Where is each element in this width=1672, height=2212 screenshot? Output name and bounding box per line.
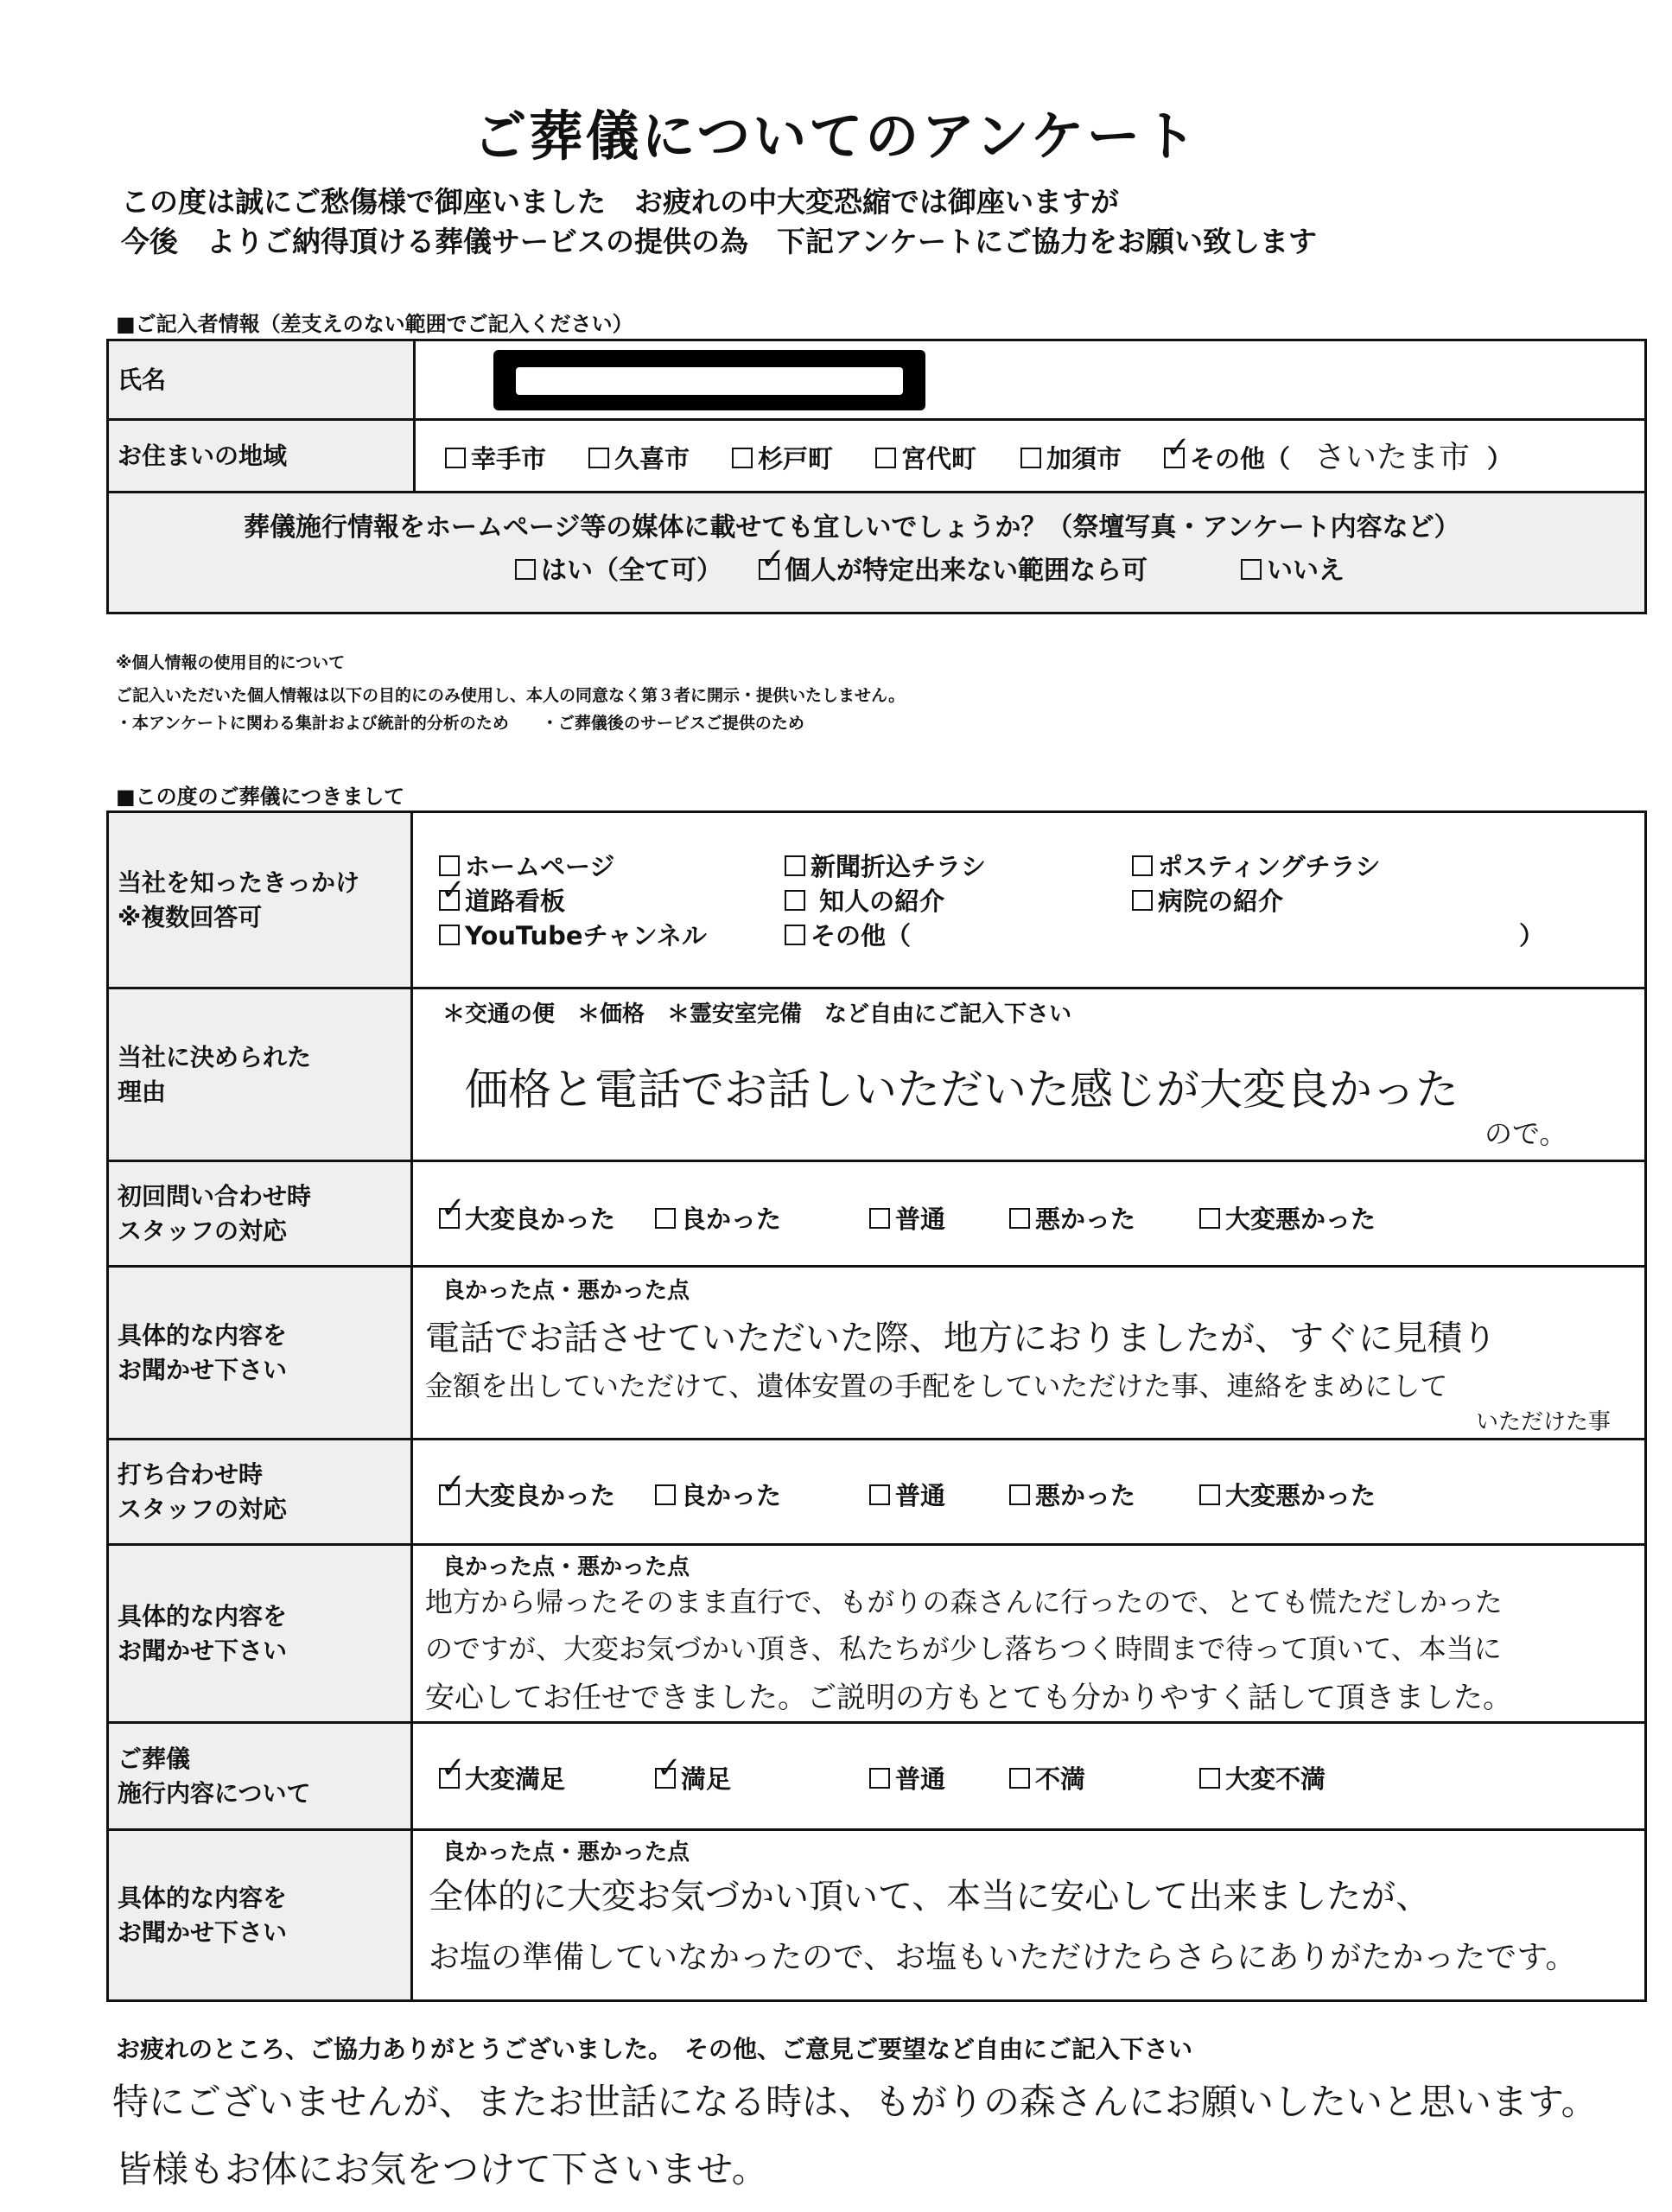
privacy-heading: ※個人情報の使用目的について [116,653,346,672]
funeral-option-normal[interactable]: 普通 [869,1760,945,1796]
area-option-kuki[interactable]: 久喜市 [588,440,690,475]
first-contact-option-bad[interactable]: 悪かった [1009,1200,1135,1236]
checkbox-icon[interactable] [1009,1768,1030,1789]
checkbox-icon[interactable] [1241,559,1262,580]
info-table [106,339,1647,614]
intro-line-2: 今後 よりご納得頂ける葬儀サービスの提供の為 下記アンケートにご協力をお願い致します [121,225,1318,258]
first-contact-option-very-good[interactable]: ✓ 大変良かった [439,1200,615,1236]
area-option-satte[interactable]: 幸手市 [445,440,546,475]
name-field[interactable] [415,340,1646,420]
source-option-homepage[interactable]: ホームページ [439,848,614,883]
info-section-heading: ■ご記入者情報（差支えのない範囲でご記入ください） [116,312,633,336]
area-option-kazo[interactable]: 加須市 [1020,440,1122,475]
area-label: お住まいの地域 [108,420,415,493]
area-option-miyashiro[interactable]: 宮代町 [875,440,976,475]
detail-2-label: 具体的な内容を お聞かせ下さい [108,1545,412,1723]
first-contact-option-very-bad[interactable]: 大変悪かった [1199,1200,1376,1236]
checkbox-icon[interactable] [1009,1484,1030,1505]
detail-2-answer[interactable] [412,1545,1646,1723]
checkbox-icon[interactable] [869,1484,890,1505]
area-options [415,420,1646,493]
detail-1-hint: 良かった点・悪かった点 [442,1278,690,1304]
checkbox-icon[interactable] [1199,1208,1220,1229]
reason-label: 当社に決められた 理由 [108,988,412,1161]
privacy-text: ご記入いただいた個人情報は以下の目的にのみ使用し、本人の同意なく第３者に開示・提供いたしません。 [116,686,906,705]
checked-checkbox-icon[interactable] [655,1768,676,1789]
checkbox-icon[interactable] [732,448,753,468]
checked-checkbox-icon[interactable] [439,1208,460,1229]
detail-2-line-2: のですが、大変お気づかい頂き、私たちが少し落ちつく時間まで待って頂いて、本当に [425,1632,1502,1665]
detail-1-line-1: 電話でお話させていただいた際、地方におりましたが、すぐに見積り [425,1319,1497,1358]
checkbox-icon[interactable] [655,1484,676,1505]
source-option-newspaper-flyer[interactable]: 新聞折込チラシ [785,848,986,883]
funeral-option-satisfied[interactable]: ✓ 満足 [655,1760,731,1796]
detail-1-line-2: 金額を出していただけて、遺体安置の手配をしていただけた事、連絡をまめにして [425,1370,1448,1402]
publish-consent-cell [108,493,1646,613]
source-option-road-sign[interactable]: ✓道路看板 [439,882,565,918]
checkbox-icon[interactable] [785,890,805,911]
area-other-handwritten: さいたま市 [1314,440,1471,475]
funeral-option-very-satisfied[interactable]: ✓ 大変満足 [439,1760,565,1796]
detail-1-label: 具体的な内容を お聞かせ下さい [108,1267,412,1440]
checkbox-icon[interactable] [1199,1484,1220,1505]
name-label: 氏名 [108,340,415,420]
source-other-close: ） [1519,921,1545,950]
checked-checkbox-icon[interactable] [439,1768,460,1789]
checked-checkbox-icon[interactable] [759,559,779,580]
checkbox-icon[interactable] [1009,1208,1030,1229]
checkbox-icon[interactable] [869,1208,890,1229]
source-label: 当社を知ったきっかけ ※複数回答可 [108,812,412,988]
detail-3-label: 具体的な内容を お聞かせ下さい [108,1830,412,2001]
closing-handwritten-line-1: 特にございませんが、またお世話になる時は、もがりの森さんにお願いしたいと思います。 [112,2081,1598,2123]
meeting-option-good[interactable]: 良かった [655,1477,781,1512]
survey-title: ご葬儀についてのアンケート [473,105,1199,168]
reason-handwritten-line-2: ので。 [1484,1117,1567,1150]
checkbox-icon[interactable] [1132,890,1153,911]
redacted-name [493,350,925,410]
meeting-option-very-good[interactable]: ✓ 大変良かった [439,1477,615,1512]
checkbox-icon[interactable] [785,855,805,876]
publish-option-yes[interactable]: はい（全て可） [515,549,722,587]
privacy-purposes: ・本アンケートに関わる集計および統計的分析のため ・ご葬儀後のサービスご提供のため [116,714,804,733]
closing-text: お疲れのところ、ご協力ありがとうございました。 その他、ご意見ご要望など自由にご記入下さい [116,2035,1193,2063]
intro-line-1: この度は誠にご愁傷様で御座いました お疲れの中大変恐縮では御座いますが [121,185,1119,219]
detail-2-line-3: 安心してお任せできました。ご説明の方もとても分かりやすく話して頂きました。 [425,1681,1512,1715]
detail-3-hint: 良かった点・悪かった点 [442,1840,690,1866]
publish-option-anonymous[interactable]: ✓ 個人が特定出来ない範囲なら可 [759,549,1148,587]
checkbox-icon[interactable] [875,448,896,468]
detail-1-line-3: いただけた事 [1476,1409,1612,1435]
first-contact-label: 初回問い合わせ時 スタッフの対応 [108,1161,412,1267]
meeting-option-very-bad[interactable]: 大変悪かった [1199,1477,1376,1512]
checked-checkbox-icon[interactable] [439,1484,460,1505]
survey-table [106,810,1647,2002]
funeral-label: ご葬儀 施行内容について [108,1723,412,1830]
detail-1-answer[interactable] [412,1267,1646,1440]
checked-checkbox-icon[interactable] [439,890,460,911]
source-option-posting-flyer[interactable]: ポスティングチラシ [1132,848,1381,883]
survey-section-heading: ■この度のご葬儀につきまして [116,785,405,809]
checkbox-icon[interactable] [869,1768,890,1789]
reason-hint: ＊交通の便 ＊価格 ＊霊安室完備 など自由にご記入下さい [442,1001,1072,1027]
area-option-other[interactable]: ✓ その他（ [1164,440,1290,475]
source-option-hospital-referral[interactable]: 病院の紹介 [1132,882,1283,918]
checkbox-icon[interactable] [655,1208,676,1229]
checkbox-icon[interactable] [1132,855,1153,876]
reason-handwritten-line-1: 価格と電話でお話しいただいた感じが大変良かった [465,1065,1459,1115]
checkbox-icon[interactable] [1020,448,1041,468]
detail-3-line-2: お塩の準備していなかったので、お塩もいただけたらさらにありがたかったです。 [429,1940,1577,1975]
checkbox-icon[interactable] [785,925,805,945]
meeting-option-bad[interactable]: 悪かった [1009,1477,1135,1512]
source-option-friend-referral[interactable]: 知人の紹介 [785,882,944,918]
checkbox-icon[interactable] [439,925,460,945]
reason-answer[interactable] [412,988,1646,1161]
area-option-sugito[interactable]: 杉戸町 [732,440,833,475]
meeting-options [412,1440,1646,1545]
first-contact-options [412,1161,1646,1267]
detail-2-hint: 良かった点・悪かった点 [442,1554,690,1580]
first-contact-option-normal[interactable]: 普通 [869,1200,945,1236]
funeral-option-dissatisfied[interactable]: 不満 [1009,1760,1085,1796]
checkbox-icon[interactable] [1199,1768,1220,1789]
funeral-option-very-dissatisfied[interactable]: 大変不満 [1199,1760,1326,1796]
funeral-options [412,1723,1646,1830]
detail-2-line-1: 地方から帰ったそのまま直行で、もがりの森さんに行ったので、とても慌ただしかった [425,1586,1503,1618]
checkbox-icon[interactable] [445,448,466,468]
source-option-other[interactable]: その他（ [785,917,911,952]
detail-3-answer[interactable] [412,1830,1646,2001]
checkbox-icon[interactable] [588,448,609,468]
checked-checkbox-icon[interactable] [1164,448,1185,468]
detail-3-line-1: 全体的に大変お気づかい頂いて、本当に安心して出来ましたが、 [429,1877,1431,1916]
publish-question: 葬儀施行情報をホームページ等の媒体に載せても宜しいでしょうか？（祭壇写真・アンケート内容など） [244,512,1460,543]
checkbox-icon[interactable] [515,559,536,580]
publish-option-no[interactable]: いいえ [1241,549,1345,587]
closing-handwritten-line-2: 皆様もお体にお気をつけて下さいませ。 [116,2148,768,2190]
first-contact-option-good[interactable]: 良かった [655,1200,781,1236]
meeting-option-normal[interactable]: 普通 [869,1477,945,1512]
source-options [412,812,1646,988]
area-other-close: ） [1487,444,1513,474]
meeting-label: 打ち合わせ時 スタッフの対応 [108,1440,412,1545]
source-option-youtube[interactable]: YouTubeチャンネル [439,917,707,952]
